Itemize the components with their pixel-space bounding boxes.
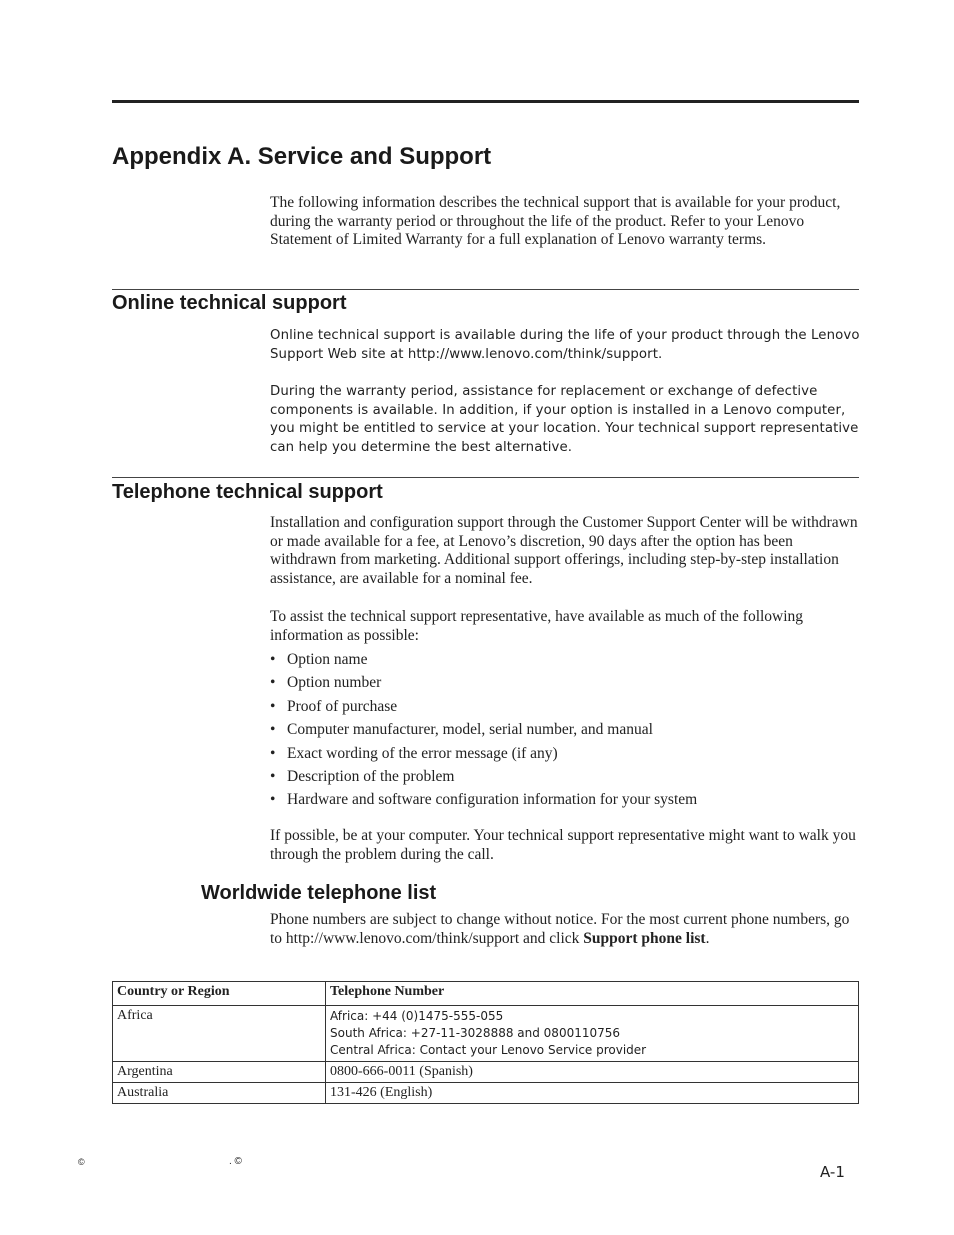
country-cell: Africa — [113, 1006, 326, 1062]
footer-copyright-left: © — [78, 1157, 85, 1167]
list-item: • Description of the problem — [270, 767, 697, 790]
phone-cell: Africa: +44 (0)1475-555-055 South Africa: +27-11-3028888 and 0800110756 Central Africa: Contact your Lenovo Service provider — [326, 1006, 859, 1062]
phone-table — [112, 981, 859, 1104]
worldwide-paragraph: Phone numbers are subject to change without notice. For the most current phone numbers, go to http://www.lenovo.com/think/support and click Support phone list. — [270, 911, 850, 947]
phone-cell: 131-426 (English) — [326, 1083, 859, 1104]
page-title: Appendix A. Service and Support — [112, 143, 492, 170]
worldwide-list-heading: Worldwide telephone list — [201, 882, 437, 904]
online-paragraph-1: Online technical support is available during the life of your product through the Lenovo Support Web site at http://www.lenovo.com/think/support. — [270, 328, 860, 362]
table-row — [113, 1006, 859, 1062]
phone-cell: 0800-666-0011 (Spanish) — [326, 1062, 859, 1083]
telephone-support-heading: Telephone technical support — [112, 481, 383, 503]
footer-copyright-mid: . © — [229, 1156, 242, 1167]
table-header-row — [113, 982, 859, 1006]
section-divider-online — [112, 289, 859, 290]
column-header-country: Country or Region — [113, 982, 326, 1006]
table-row — [113, 1062, 859, 1083]
list-item: • Exact wording of the error message (if any) — [270, 744, 697, 767]
info-checklist — [270, 650, 697, 814]
support-phone-list-link-text: Support phone list — [583, 929, 706, 947]
country-cell: Argentina — [113, 1062, 326, 1083]
country-cell: Australia — [113, 1083, 326, 1104]
section-divider-telephone — [112, 477, 859, 478]
page-number: A-1 — [820, 1163, 845, 1181]
list-item: • Option name — [270, 650, 697, 673]
intro-paragraph: The following information describes the technical support that is available for your product, during the warranty period or throughout the life of the product. Refer to your Lenovo Statement of Limited Warranty for a full explanation of Lenovo warranty terms. — [270, 194, 841, 249]
top-rule — [112, 100, 859, 103]
online-support-heading: Online technical support — [112, 292, 347, 314]
list-item: • Computer manufacturer, model, serial number, and manual — [270, 720, 697, 743]
column-header-phone: Telephone Number — [326, 982, 859, 1006]
list-item: • Proof of purchase — [270, 697, 697, 720]
online-paragraph-2: During the warranty period, assistance for replacement or exchange of defective components is available. In addition, if your option is installed in a Lenovo computer, you might be entitled to service at your location. Your technical support representative can help you determine the best alternative. — [270, 384, 859, 456]
list-item: • Option number — [270, 673, 697, 696]
table-row — [113, 1083, 859, 1104]
telephone-paragraph-1: Installation and configuration support through the Customer Support Center will be withdrawn or made available for a fee, at Lenovo’s discretion, 90 days after the option has been withdrawn from marketing. Additional support offerings, including step-by-step installation assistance, are available for a nominal fee. — [270, 514, 858, 588]
telephone-paragraph-3: If possible, be at your computer. Your technical support representative might want to walk you through the problem during the call. — [270, 827, 856, 863]
list-item: • Hardware and software configuration information for your system — [270, 790, 697, 813]
telephone-paragraph-2: To assist the technical support representative, have available as much of the following information as possible: — [270, 608, 804, 644]
